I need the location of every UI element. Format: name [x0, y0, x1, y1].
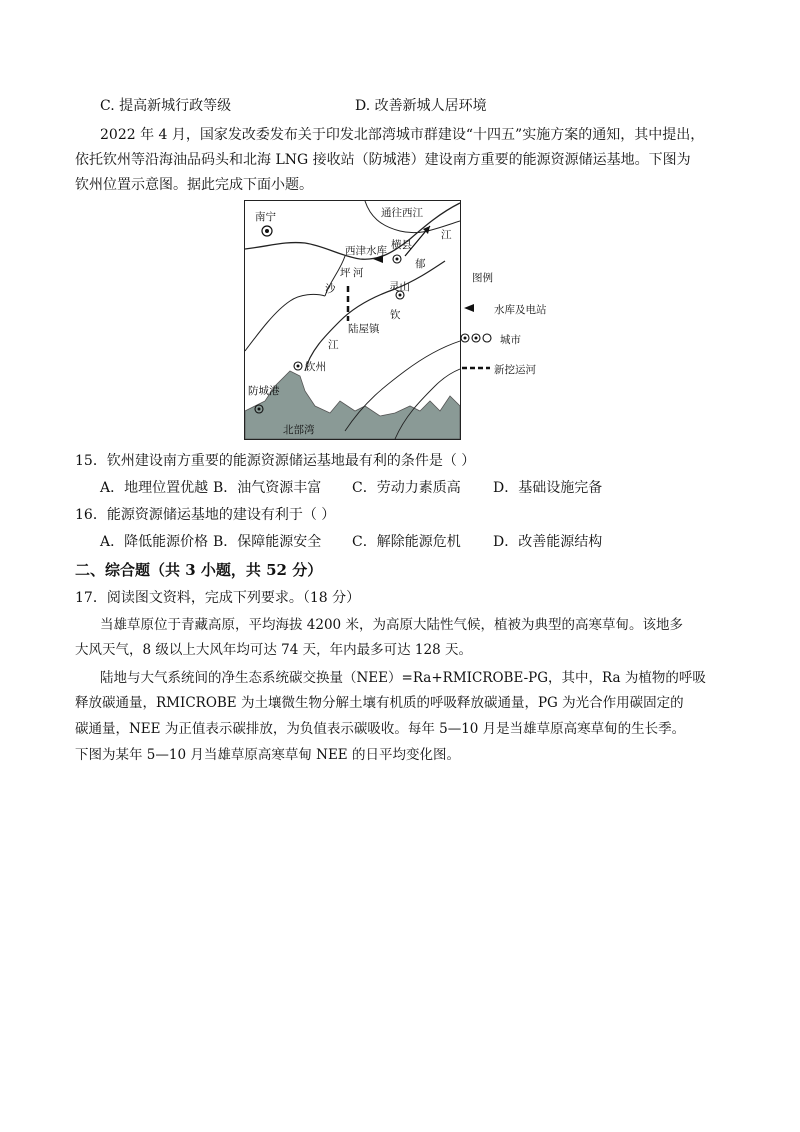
q17-para2-line2: 释放碳通量，RMICROBE 为土壤微生物分解土壤有机质的呼吸释放碳通量，PG 为光合作用碳固定的	[75, 695, 684, 711]
map-label-ping: 坪	[340, 267, 351, 279]
q16-option-b: B．保障能源安全	[213, 534, 322, 550]
legend-city-icon	[461, 334, 491, 342]
city-marker-qinzhou	[294, 362, 302, 370]
map-label-jiang-mid: 江	[328, 339, 339, 351]
map-label-nanning: 南宁	[255, 211, 276, 223]
intro-line-1: 2022 年 4 月，国家发改委发布关于印发北部湾城市群建设“十四五”实施方案的通知，其中提出，	[100, 127, 705, 143]
q15-option-d: D．基础设施完备	[493, 480, 603, 496]
map-label-fangchenggang: 防城港	[248, 385, 280, 397]
sea-area	[245, 371, 460, 439]
legend-reservoir-icon	[464, 304, 474, 312]
map-label-to-xijiang: 通往西江	[381, 207, 423, 219]
map-label-hengxian: 横县	[391, 239, 412, 251]
city-marker-nanning	[262, 226, 272, 236]
q16-option-d: D．改善能源结构	[493, 534, 603, 550]
q16-option-a: A．降低能源价格	[100, 534, 209, 550]
map-label-reservoir: 西津水库	[345, 245, 387, 257]
option-c-prev: C. 提高新城行政等级	[100, 98, 232, 114]
legend-city-label: 城市	[500, 334, 521, 346]
map-label-lingshan: 灵山	[389, 281, 410, 293]
map-label-qin: 钦	[390, 309, 401, 321]
q16-stem: 16．能源资源储运基地的建设有利于（ ）	[75, 507, 336, 523]
city-marker-hengxian	[393, 255, 401, 263]
map-label-he: 河	[353, 267, 364, 279]
map-label-beibuwan: 北部湾	[283, 424, 315, 436]
intro-line-3: 钦州位置示意图。据此完成下面小题。	[75, 177, 313, 193]
q15-option-b: B．油气资源丰富	[213, 480, 322, 496]
map-label-qinzhou: 钦州	[305, 361, 326, 373]
map-legend	[460, 270, 560, 380]
q17-para2-line1: 陆地与大气系统间的净生态系统碳交换量（NEE）=Ra+RMICROBE-PG，其中，Ra 为植物的呼吸	[100, 670, 706, 686]
q17-para1-line1: 当雄草原位于青藏高原，平均海拔 4200 米，为高原大陆性气候，植被为典型的高寒草甸。该地多	[100, 617, 683, 633]
q17-para2-line3: 碳通量，NEE 为正值表示碳排放，为负值表示碳吸收。每年 5—10 月是当雄草原高寒草甸的生长季。	[75, 721, 686, 737]
q15-stem: 15．钦州建设南方重要的能源资源储运基地最有利的条件是（ ）	[75, 453, 476, 469]
qinjiang-river	[305, 261, 445, 371]
map-label-jiang-top: 江	[441, 229, 452, 241]
q15-option-a: A．地理位置优越	[100, 480, 209, 496]
legend-title: 图例	[472, 272, 493, 284]
map-drawing	[245, 201, 460, 439]
q17-stem: 17．阅读图文资料，完成下列要求。（18 分）	[75, 590, 361, 606]
map-label-sha: 沙	[325, 283, 336, 295]
legend-canal-label: 新挖运河	[494, 364, 536, 376]
q17-para1-line2: 大风天气，8 级以上大风年均可达 74 天，年内最多可达 128 天。	[75, 642, 472, 658]
q16-option-c: C．解除能源危机	[352, 534, 461, 550]
map-label-luwuzhen: 陆屋镇	[348, 323, 380, 335]
qinzhou-location-map	[244, 200, 461, 440]
west-river	[245, 294, 325, 351]
q15-option-c: C．劳动力素质高	[352, 480, 461, 496]
q17-para2-line4: 下图为某年 5—10 月当雄草原高寒草甸 NEE 的日平均变化图。	[75, 747, 460, 763]
intro-line-2: 依托钦州等沿海油品码头和北海 LNG 接收站（防城港）建设南方重要的能源资源储运基地。下图为	[75, 152, 691, 168]
legend-reservoir-label: 水库及电站	[494, 304, 547, 316]
map-label-yu: 郁	[415, 258, 426, 270]
section-2-heading: 二、综合题（共 3 小题，共 52 分）	[75, 561, 323, 579]
option-d-prev: D. 改善新城人居环境	[355, 98, 487, 114]
